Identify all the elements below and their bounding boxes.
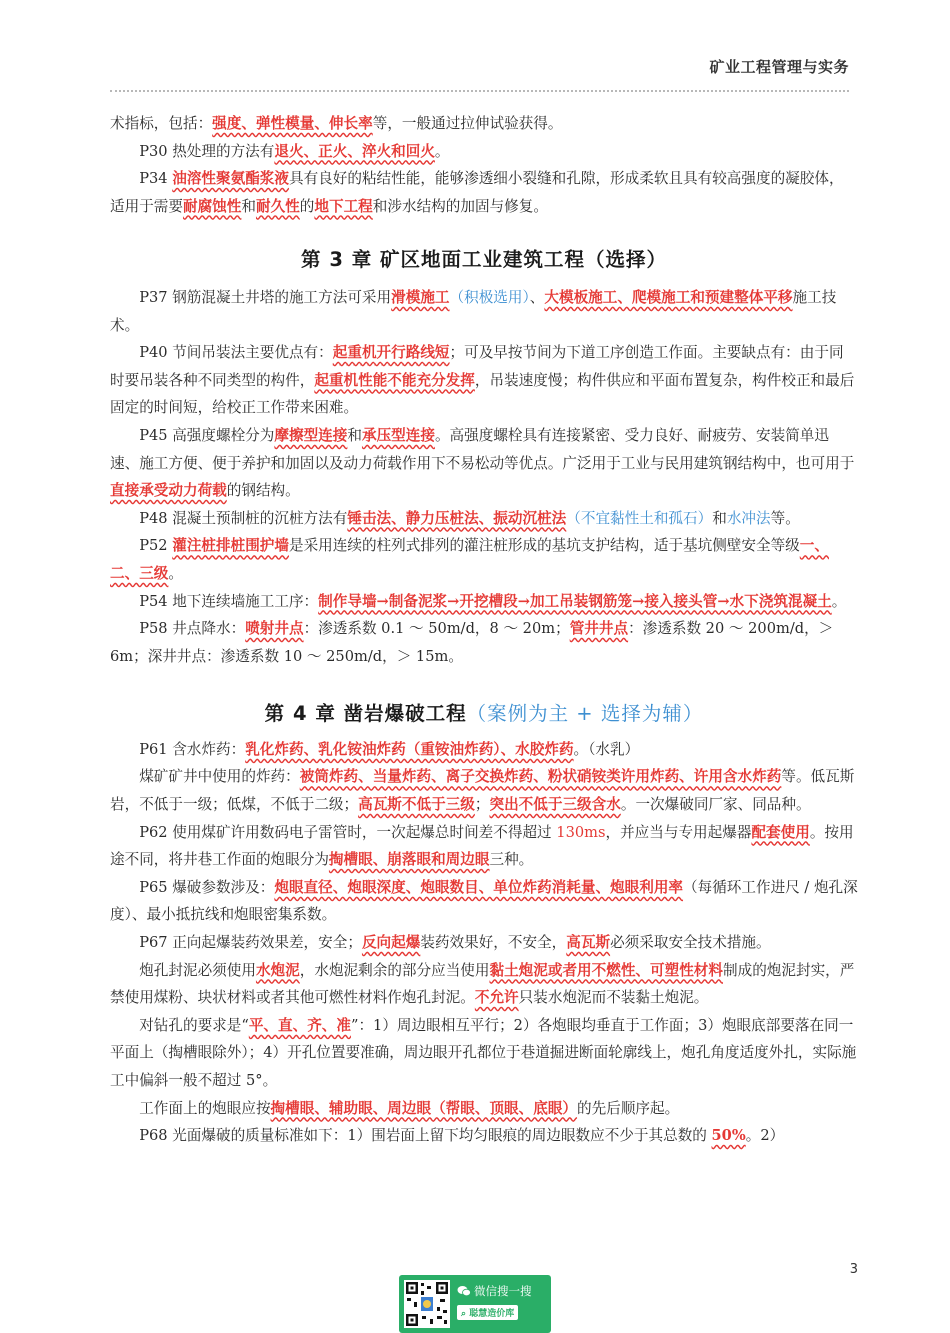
header-title: 矿业工程管理与实务 [709, 58, 849, 76]
paragraph-p52: P52 灌注桩排桩围护墙是采用连续的柱列式排列的灌注桩形成的基坑支护结构，适于基坑侧壁安全等级一、二、三级。 [110, 537, 829, 582]
wechat-search-term: ⌕ 聪慧造价库 [457, 1305, 518, 1320]
paragraph-p61: P61 含水炸药：乳化炸药、乳化铵油炸药（重铵油炸药）、水胶炸药。（水乳） [139, 740, 640, 758]
paragraph-p58: P58 井点降水：喷射井点：渗透系数 0.1 ～ 50m/d，8 ～ 20m；管井井点：渗透系数 20 ～ 200m/d，＞ 6m；深井井点：渗透系数 10 ～ 250m/d，＞ 15m。 [110, 620, 834, 665]
search-glass-icon: ⌕ [461, 1309, 467, 1319]
paragraph-p45: P45 高强度螺栓分为摩擦型连接和承压型连接。高强度螺栓具有连接紧密、受力良好、耐疲劳、安装简单迅速、施工方便、便于养护和加固以及动力荷载作用下不易松动等优点。广泛用于工业与民用建筑钢结构中，也可用于直接承受动力荷载的钢结构。 [110, 426, 855, 500]
paragraph-firing-order: 工作面上的炮眼应按掏槽眼、辅助眼、周边眼（帮眼、顶眼、底眼）的先后顺序起。 [139, 1099, 680, 1117]
paragraph-tensile: 术指标，包括：强度、弹性模量、伸长率等，一般通过拉伸试验获得。 [110, 115, 563, 132]
paragraph-p40: P40 节间吊装法主要优点有：起重机开行路线短；可及早按节间为下道工序创造工作面。主要缺点有：由于同时要吊装各种不同类型的构件，起重机性能不能充分发挥，吊装速度慢；构件供应和平面布置复杂，构件校正和最后固定的时间短，给校正工作带来困难。 [110, 344, 855, 417]
wechat-search-icon [457, 1285, 471, 1297]
paragraph-coal-explosives: 煤矿矿井中使用的炸药：被筒炸药、当量炸药、离子交换炸药、粉状硝铵类许用炸药、许用含水炸药等。低瓦斯岩，不低于一级；低煤，不低于二级；高瓦斯不低于三级；突出不低于三级含水。一次爆破同厂家、同品种。 [110, 768, 855, 814]
chapter-4-heading: 第 4 章 凿岩爆破工程（案例为主 + 选择为辅） [264, 702, 704, 726]
paragraph-p65: P65 爆破参数涉及：炮眼直径、炮眼深度、炮眼数目、单位炸药消耗量、炮眼利用率（每循环工作进尺 / 炮孔深度）、最小抵抗线和炮眼密集系数。 [110, 878, 858, 924]
paragraph-p54: P54 地下连续墙施工工序：制作导墙→制备泥浆→开挖槽段→加工吊装钢筋笼→接入接头管→水下浇筑混凝土。 [139, 592, 847, 610]
paragraph-p34: P34 油溶性聚氨酯浆液具有良好的粘结性能，能够渗透细小裂缝和孔隙，形成柔软且具有较高强度的凝胶体，适用于需要耐腐蚀性和耐久性的地下工程和涉水结构的加固与修复。 [110, 170, 844, 215]
wechat-search-badge[interactable] [399, 1275, 551, 1333]
qr-code-icon [404, 1280, 450, 1328]
paragraph-stemming: 炮孔封泥必须使用水炮泥，水炮泥剩余的部分应当使用黏土炮泥或者用不燃性、可塑性材料制成的炮泥封实，严禁使用煤粉、块状材料或者其他可燃性材料作炮孔封泥。不允许只装水炮泥而不装黏土炮泥。 [110, 961, 855, 1007]
page-content [110, 110, 858, 1150]
paragraph-p62: P62 使用煤矿许用数码电子雷管时，一次起爆总时间差不得超过 130ms，并应当与专用起爆器配套使用。按用途不同，将井巷工作面的炮眼分为掏槽眼、崩落眼和周边眼三种。 [110, 823, 854, 869]
paragraph-p37: P37 钢筋混凝土井塔的施工方法可采用滑模施工（积极选用）、大模板施工、爬模施工和预建整体平移施工技术。 [110, 288, 837, 334]
paragraph-p67: P67 正向起爆装药效果差，安全；反向起爆装药效果好，不安全，高瓦斯必须采取安全技术措施。 [139, 934, 771, 952]
wechat-search-label: 微信搜一搜 [474, 1284, 532, 1298]
header-divider [110, 90, 849, 92]
paragraph-p48: P48 混凝土预制桩的沉桩方法有锤击法、静力压桩法、振动沉桩法（不宜黏性土和孤石）和水冲法等。 [139, 509, 800, 527]
paragraph-p30: P30 热处理的方法有退火、正火、淬火和回火。 [139, 142, 450, 160]
chapter-3-heading: 第 3 章 矿区地面工业建筑工程（选择） [301, 248, 667, 272]
paragraph-p68: P68 光面爆破的质量标准如下：1）围岩面上留下均匀眼痕的周边眼数应不少于其总数的 50%。2） [139, 1127, 785, 1145]
paragraph-drilling: 对钻孔的要求是“平、直、齐、准”：1）周边眼相互平行；2）各炮眼均垂直于工作面；3）炮眼底部要落在同一平面上（掏槽眼除外）；4）开孔位置要准确，周边眼开孔都位于巷道掘进断面轮廓线上，炮孔角度适度外扎，实际施工中偏斜一般不超过 5°。 [110, 1016, 857, 1089]
page-number: 3 [849, 1262, 858, 1277]
